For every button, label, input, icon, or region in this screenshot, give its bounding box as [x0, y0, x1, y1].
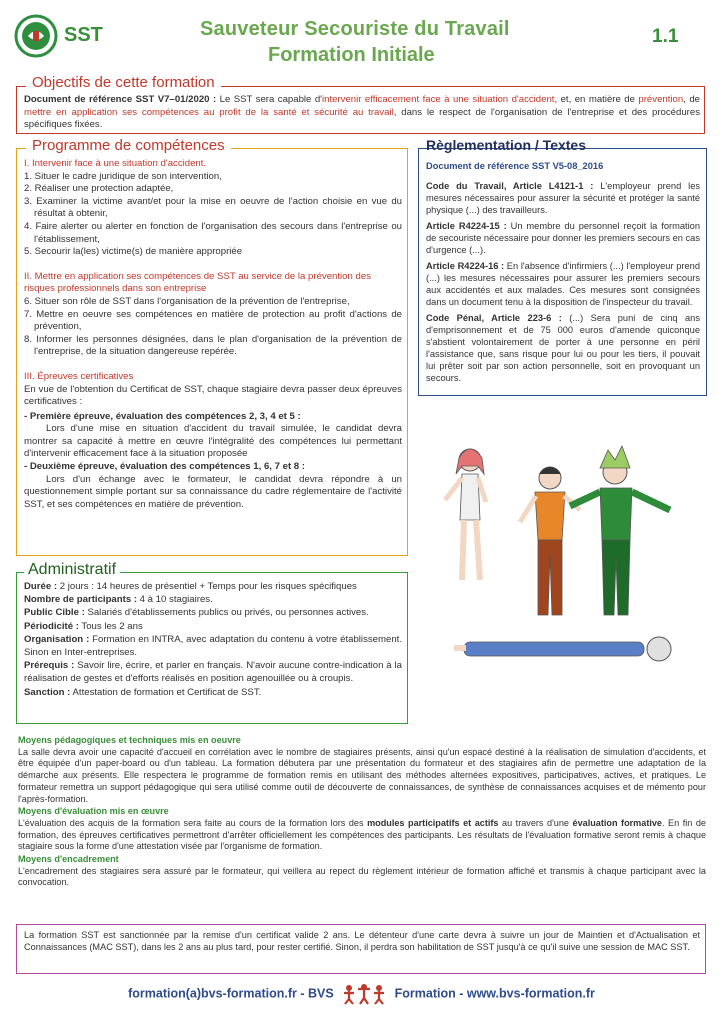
objectifs-t3: , de	[683, 94, 701, 105]
admin-value: Salariés d'établissements publics ou privés, ou personnes actives.	[84, 607, 369, 619]
admin-value: 2 jours : 14 heures de présentiel + Temps pour les risques spécifiques	[57, 581, 357, 592]
admin-row	[24, 620, 402, 633]
programme-body	[24, 158, 402, 511]
moyens-pedagogiques-head: Moyens pédagogiques et techniques mis en oeuvre	[18, 735, 241, 745]
objectifs-r1: intervenir efficacement face à une situation d'accident	[322, 94, 555, 105]
admin-label: Nombre de participants :	[24, 594, 138, 606]
objectifs-r3: mettre en application ses compétences au profit de la santé et sécurité au travail	[24, 106, 394, 118]
moyens-evaluation-text	[18, 818, 706, 853]
programme-section-3-head: III. Épreuves certificatives	[24, 370, 134, 382]
objectifs-text	[24, 94, 700, 132]
article-head: Article R4224-15 :	[426, 221, 507, 231]
programme-epreuve-1-head: - Première épreuve, évaluation des compétences 2, 3, 4 et 5 :	[24, 410, 301, 422]
objectifs-r2: prévention	[638, 94, 684, 105]
reglementation-title: Règlementation / Textes	[426, 137, 587, 153]
admin-row	[24, 606, 402, 619]
footer-email[interactable]: formation(a)bvs-formation.fr - BVS	[128, 986, 334, 1001]
moyens-evaluation-b2: évaluation formative	[572, 817, 662, 828]
footer-website[interactable]: Formation - www.bvs-formation.fr	[394, 986, 595, 1001]
admin-label: Organisation :	[24, 633, 90, 645]
admin-label: Public Cible :	[24, 607, 85, 619]
lying-victim-illustration	[454, 628, 686, 674]
moyens-evaluation-t1: L'évaluation des acquis de la formation sera faite au cours de la formation lors des	[18, 817, 368, 828]
list-item: 3. Examiner la victime avant/et pour la mise en oeuvre de l'action choisie en vue du résultat à obtenir,	[24, 195, 402, 220]
objectifs-ref: Document de référence SST V7–01/2020 :	[24, 94, 217, 105]
footer	[0, 983, 723, 1005]
logo-label: SST	[64, 24, 103, 46]
administratif-body	[24, 580, 402, 699]
admin-row	[24, 659, 402, 685]
certificat-text: La formation SST est sanctionnée par la remise d'un certificat valide 2 ans. Le détenteur d'une carte devra à suivre un jour de Maintien et d'Actualisation et Connaissances (MAC SST), dans les 2 ans au plus tard, pour rester certifié. Sinon, il perdra son habilitation de SST jusqu'à ce qu'il suive une session de MAC SST.	[24, 930, 700, 953]
admin-value: 4 à 10 stagiaires.	[137, 594, 213, 606]
list-item: 6. Situer son rôle de SST dans l'organisation de la prévention de l'entreprise,	[24, 295, 350, 307]
admin-row	[24, 686, 402, 699]
programme-section-1-head: I. Intervenir face à une situation d'accident.	[24, 158, 207, 169]
article-head: Code Pénal, Article 223-6 :	[426, 313, 562, 323]
list-item: 8. Informer les personnes désignées, dans le plan d'organisation de la prévention de l'entreprise, de la situation dangereuse repérée.	[24, 333, 402, 358]
admin-value: Attestation de formation et Certificat de SST.	[70, 686, 262, 698]
article-head: Code du Travail, Article L4121-1 :	[426, 181, 594, 191]
admin-label: Sanction :	[24, 686, 71, 698]
list-item: 2. Réaliser une protection adaptée,	[24, 183, 174, 195]
admin-value: Savoir lire, écrire, et parler en français. N'avoir aucune contre-indication à la réalisation de gestes et d'efforts réalisés en position agenouillée ou à croupis.	[24, 660, 402, 685]
programme-epreuves-intro: En vue de l'obtention du Certificat de SST, chaque stagiaire devra passer deux épreuves certificatives :	[24, 383, 402, 408]
moyens-encadrement-text: L'encadrement des stagiaires sera assuré par le formateur, qui veillera au repect du règlement intérieur de formation affiché et transmis à chaque participant avec la convocation.	[18, 865, 706, 888]
moyens-evaluation-t2: au travers d'une	[498, 817, 573, 828]
reglementation-body	[426, 160, 700, 384]
article-text: (...) Sera puni de cinq ans d'emprisonnement et de 75 000 euros d'amende quiconque s'abstient volontairement de porter à une personne en péril l'assistance que, sans risque pour lui ou pour les tiers, il pouvait lui prêter soit par son action personnelle, soit en provoquant un secours.	[426, 313, 700, 383]
programme-epreuve-2-head: - Deuxième épreuve, évaluation des compétences 1, 6, 7 et 8 :	[24, 461, 306, 473]
article-text: L'employeur prend les mesures nécessaires pour assurer la sécurité et protéger la santé physique (...) des travailleurs.	[426, 181, 701, 215]
list-item: 5. Secourir la(les) victime(s) de manière appropriée	[24, 246, 243, 258]
bvs-people-icon	[341, 983, 387, 1005]
page-number: 1.1	[652, 26, 679, 47]
moyens-evaluation-t3: . En fin de formation, des épreuves certificatives permettront d'arrêter officiellement les compétences des participants. Les résultats de l'évaluation formative seront remis à chaque stagiaire sous la forme d'une attestation visée par l'organisme de formation.	[18, 817, 706, 852]
article-text: Un membre du personnel reçoit la formation de secouriste nécessaire pour donner les premiers secours en cas d'urgence (...).	[426, 221, 700, 255]
moyens-pedagogiques-text: La salle devra avoir une capacité d'accueil en corrélation avec le nombre de stagiaires présents, ainsi qu'un espacé destiné à la réalisation de simulation d'accidents, et être équipée d'un paper-board ou d'un tableau. La formation débutera par une présentation du formateur et des stagiaires afin de permettre une adaptation de la démarche aux présents. Elle respectera le programme de formation remis en utilisant des méthodes alternées expositives, participatives, actives, et pratiques. Le formateur remettra un support pédagogique qui sera utilisé comme outil de découverte de connaissances, de synthèse de connaissances acquises et de mémento pour l'après-formation.	[18, 746, 706, 804]
administratif-title: Administratif	[24, 561, 120, 579]
moyens-encadrement-head: Moyens d'encadrement	[18, 854, 119, 865]
list-item: 4. Faire alerter ou alerter en fonction de l'organisation des secours dans l'entreprise ou l'établissement,	[24, 220, 402, 245]
admin-row	[24, 593, 402, 606]
objectifs-title: Objectifs de cette formation	[26, 74, 221, 91]
admin-label: Périodicité :	[24, 620, 79, 632]
list-item: 1. Situer le cadre juridique de son intervention,	[24, 170, 222, 182]
programme-epreuve-2-text: Lors d'un échange avec le formateur, le candidat devra répondre à un questionnement simple portant sur sa connaissance du cadre réglementaire de l'activité SST, et ses compétences en matière de prévention.	[24, 473, 402, 510]
article-head: Article R4224-16 :	[426, 261, 505, 271]
objectifs-t2: , et, en matière de	[554, 94, 639, 105]
admin-value: Formation en INTRA, avec adaptation du contenu à votre établissement. Sinon en Inter-entreprises.	[24, 633, 402, 659]
programme-title: Programme de compétences	[26, 137, 231, 154]
admin-row	[24, 633, 402, 659]
sst-logo	[14, 14, 58, 58]
objectifs-t4: , dans le respect de l'organisation de l'entreprise et des procédures spécifiques fixées.	[24, 106, 700, 130]
page-title: Sauveteur Secouriste du Travail	[200, 18, 510, 40]
admin-row	[24, 580, 402, 593]
reglementation-ref: Document de référence SST V5-08_2016	[426, 161, 604, 171]
article-text: En l'absence d'infirmiers (...) l'employeur prend (...) les mesures nécessaires pour assurer les premiers secours aux accidentés et aux malades. Ces mesures sont consignées dans un document tenu à la disposition de l'inspecteur du travail.	[426, 261, 700, 307]
programme-epreuve-1-text: Lors d'une mise en situation d'accident du travail simulée, le candidat devra montrer sa capacité à mettre en œuvre l'intégralité des compétences lui permettant d'intervenir efficacement face à la situation proposée	[24, 423, 402, 460]
page-subtitle: Formation Initiale	[268, 44, 435, 66]
moyens-evaluation-head: Moyens d'évaluation mis en œuvre	[18, 806, 169, 817]
list-item: 7. Mettre en oeuvre ses compétences en matière de protection au profit d'actions de prévention,	[24, 308, 402, 333]
admin-label: Prérequis :	[24, 660, 75, 672]
admin-value: Tous les 2 ans	[78, 620, 143, 632]
moyens-section	[18, 734, 706, 889]
objectifs-t1: Le SST sera capable d'	[216, 94, 322, 105]
admin-label: Durée :	[24, 581, 58, 592]
programme-section-2-head: II. Mettre en application ses compétences de SST au service de la prévention des risques professionnels dans son entreprise	[24, 270, 371, 295]
moyens-evaluation-b1: modules participatifs et actifs	[367, 817, 499, 828]
